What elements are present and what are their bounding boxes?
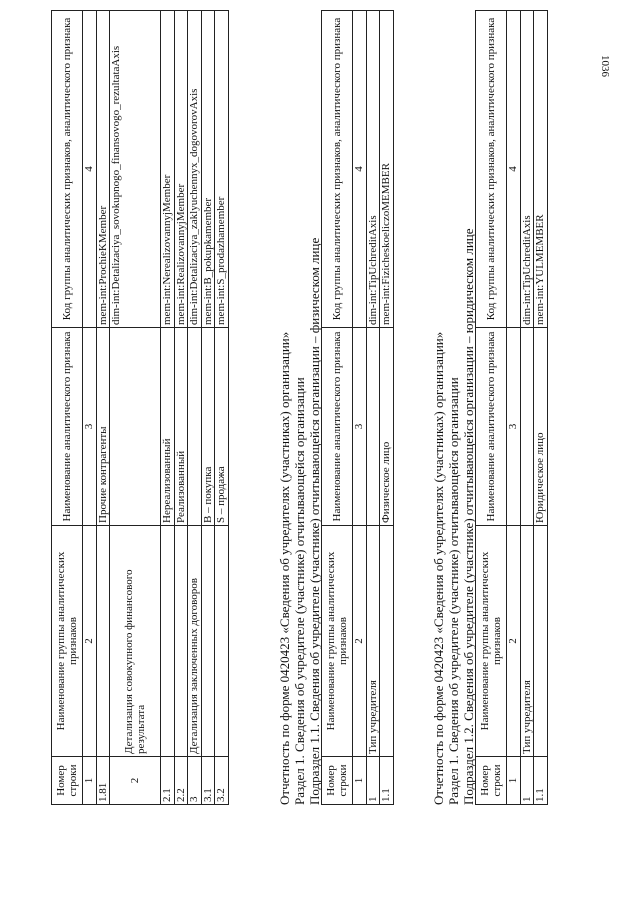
- row-group: [174, 526, 188, 757]
- row-group: [161, 526, 175, 757]
- row-number: 1.1: [534, 757, 548, 805]
- row-number: 2: [110, 757, 161, 805]
- header-row-number: Номер строки: [322, 757, 353, 805]
- column-number-row: [83, 11, 97, 805]
- section-caption-1-1: [277, 238, 322, 805]
- header-feature-name: Наименование аналитического признака: [322, 328, 353, 526]
- report-form-title: Отчетность по форме 0420423 «Сведения об учредителях (участниках) организации»: [431, 331, 446, 805]
- row-code: mem-int:FizicheskoeliczoMEMBER: [380, 11, 394, 328]
- table-row: [174, 11, 188, 805]
- table-row: [366, 11, 380, 805]
- row-number: 2.2: [174, 757, 188, 805]
- column-number: 3: [353, 328, 367, 526]
- row-group: Детализация заключенных договоров: [188, 526, 202, 757]
- column-number: 4: [353, 11, 367, 328]
- row-code: dim-int:Detalizaciya_zaklyuchennyx_dogovorovAxis: [188, 11, 202, 328]
- row-number: 1: [366, 757, 380, 805]
- table-row: [201, 11, 215, 805]
- column-number: 2: [353, 526, 367, 757]
- row-name: [520, 328, 534, 526]
- row-name: Прочие контрагенты: [96, 328, 110, 526]
- column-number-row: [507, 11, 521, 805]
- row-name: S – продажа: [215, 328, 229, 526]
- row-name: Физическое лицо: [380, 328, 394, 526]
- header-row-number: Номер строки: [52, 757, 83, 805]
- row-group: Тип учредителя: [366, 526, 380, 757]
- table-header-row: [322, 11, 353, 805]
- row-number: 1.1: [380, 757, 394, 805]
- row-number: 1.81: [96, 757, 110, 805]
- section-caption-1-2: [431, 228, 476, 805]
- analytics-table-2: [321, 10, 394, 805]
- row-number: 3.2: [215, 757, 229, 805]
- row-code: mem-int:B_pokupkamember: [201, 11, 215, 328]
- table-row: [534, 11, 548, 805]
- table-row: [520, 11, 534, 805]
- table-header-row: [52, 11, 83, 805]
- column-number: 1: [83, 757, 97, 805]
- row-group: [201, 526, 215, 757]
- page-number: 1036: [599, 55, 611, 77]
- row-code: mem-int:RealizovannyjMember: [174, 11, 188, 328]
- row-code: dim-int:Detalizaciya_sovokupnogo_finansovogo_rezultataAxis: [110, 11, 161, 328]
- row-group: [96, 526, 110, 757]
- row-name: [188, 328, 202, 526]
- header-feature-name: Наименование аналитического признака: [476, 328, 507, 526]
- analytics-table-1: [51, 10, 229, 805]
- column-number-row: [353, 11, 367, 805]
- header-row-number: Номер строки: [476, 757, 507, 805]
- row-code: dim-int:TipUchreditAxis: [366, 11, 380, 328]
- row-number: 3.1: [201, 757, 215, 805]
- table-row: [215, 11, 229, 805]
- row-code: mem-int:ProchieKMember: [96, 11, 110, 328]
- column-number: 4: [507, 11, 521, 328]
- column-number: 4: [83, 11, 97, 328]
- row-name: [110, 328, 161, 526]
- header-code: Код группы аналитических признаков, аналитического признака: [476, 11, 507, 328]
- header-group-name: Наименование группы аналитических признаков: [322, 526, 353, 757]
- row-code: mem-int:YULMEMBER: [534, 11, 548, 328]
- row-group: [534, 526, 548, 757]
- row-code: mem-int:S_prodazhamember: [215, 11, 229, 328]
- row-code: mem-int:NerealizovannyjMember: [161, 11, 175, 328]
- column-number: 2: [83, 526, 97, 757]
- column-number: 2: [507, 526, 521, 757]
- report-form-title: Отчетность по форме 0420423 «Сведения об учредителях (участниках) организации»: [277, 331, 292, 805]
- row-name: B – покупка: [201, 328, 215, 526]
- header-feature-name: Наименование аналитического признака: [52, 328, 83, 526]
- row-name: Реализованный: [174, 328, 188, 526]
- row-name: Нереализованный: [161, 328, 175, 526]
- column-number: 3: [83, 328, 97, 526]
- header-group-name: Наименование группы аналитических признаков: [476, 526, 507, 757]
- table-row: [96, 11, 110, 805]
- row-number: 1: [520, 757, 534, 805]
- table-row: [380, 11, 394, 805]
- subsection-title: Подраздел 1.1. Сведения об учредителе (участнике) отчитывающейся организации – физическом лице: [307, 237, 322, 805]
- rotated-page-content: [51, 10, 591, 805]
- table-row: [188, 11, 202, 805]
- table-row: [110, 11, 161, 805]
- row-number: 2.1: [161, 757, 175, 805]
- row-name: [366, 328, 380, 526]
- section-title: Раздел 1. Сведения об учредителе (участнике) отчитывающейся организации: [446, 377, 461, 805]
- column-number: 1: [353, 757, 367, 805]
- section-title: Раздел 1. Сведения об учредителе (участнике) отчитывающейся организации: [292, 377, 307, 805]
- subsection-title: Подраздел 1.2. Сведения об учредителе (участнике) отчитывающейся организации – юридическом лице: [461, 228, 476, 805]
- table-header-row: [476, 11, 507, 805]
- header-code: Код группы аналитических признаков, аналитического признака: [322, 11, 353, 328]
- analytics-table-3: [475, 10, 548, 805]
- row-group: [215, 526, 229, 757]
- column-number: 3: [507, 328, 521, 526]
- header-group-name: Наименование группы аналитических признаков: [52, 526, 83, 757]
- column-number: 1: [507, 757, 521, 805]
- header-code: Код группы аналитических признаков, аналитического признака: [52, 11, 83, 328]
- row-name: Юридическое лицо: [534, 328, 548, 526]
- row-group: Детализация совокупного финансового результата: [110, 526, 161, 757]
- row-code: dim-int:TipUchreditAxis: [520, 11, 534, 328]
- row-group: Тип учредителя: [520, 526, 534, 757]
- row-number: 3: [188, 757, 202, 805]
- row-group: [380, 526, 394, 757]
- table-row: [161, 11, 175, 805]
